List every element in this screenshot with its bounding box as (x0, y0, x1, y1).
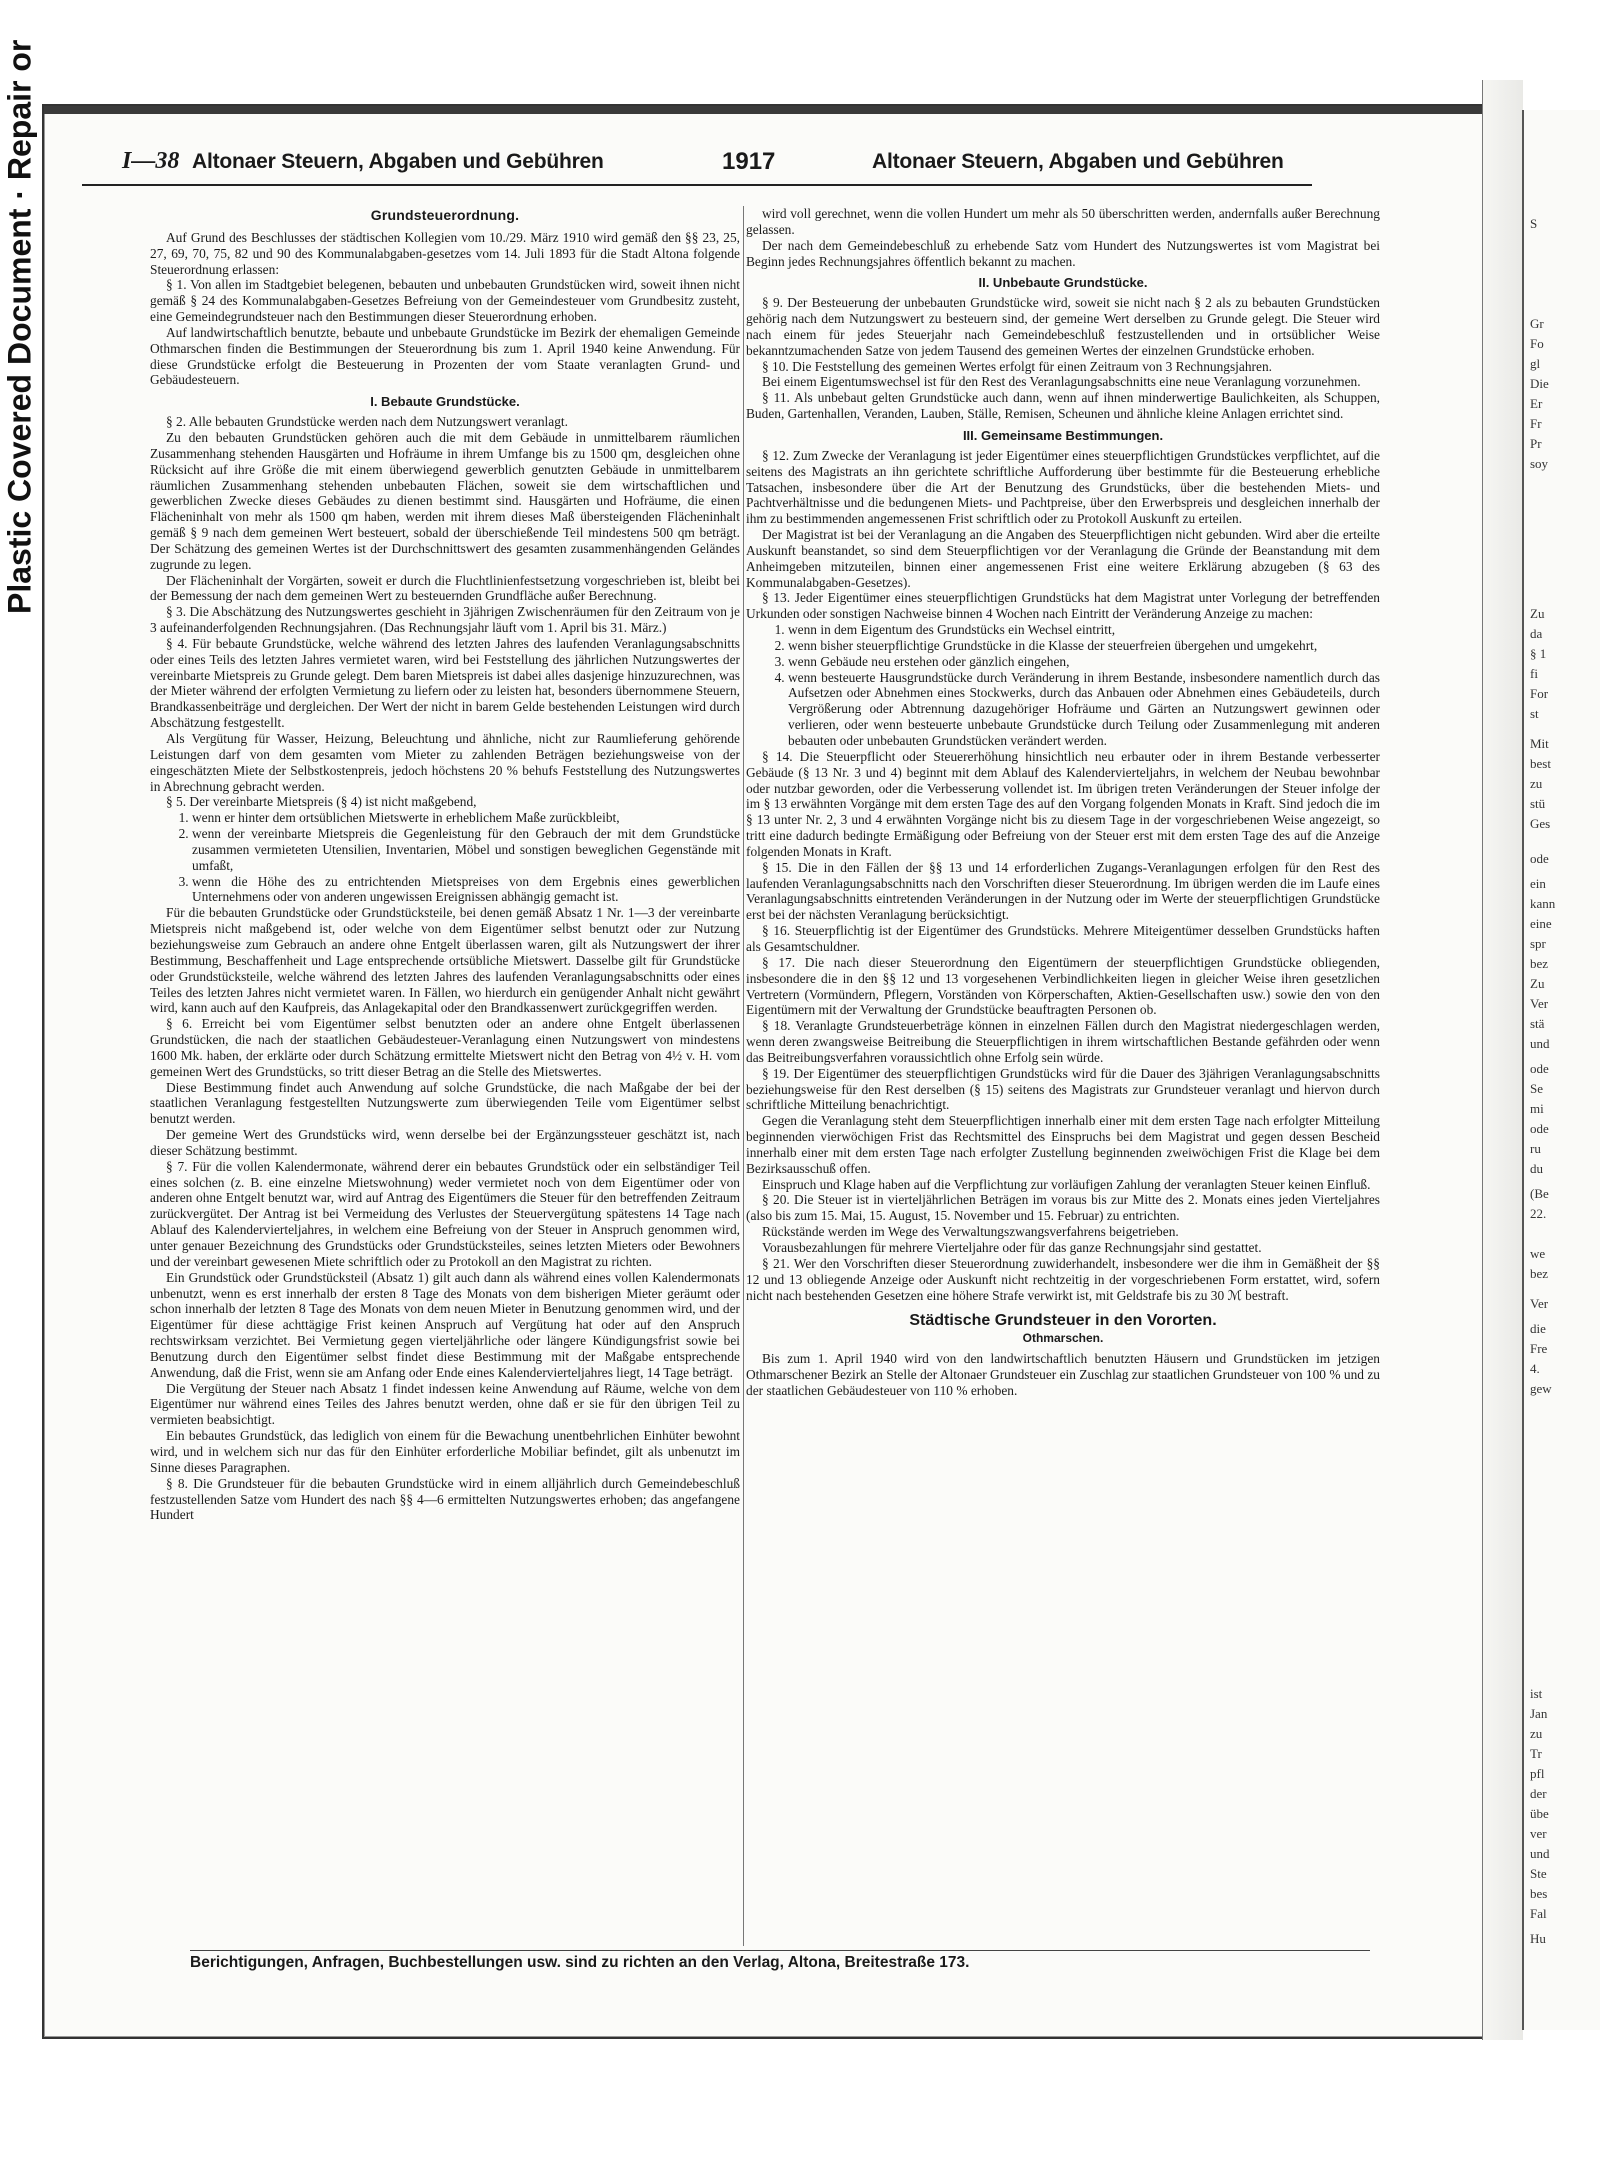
adjacent-text-fragment: S (1530, 216, 1538, 231)
adjacent-text-fragment: pfl (1530, 1766, 1545, 1781)
adjacent-text-fragment: Pr (1530, 436, 1542, 451)
paragraph: § 6. Erreicht bei vom Eigentümer selbst benutzten oder an andere ohne Entgelt überlassenen Grundstücken, die nach der staatlichen Gebäudesteuer-Veranlagung einen Nutzungswert von mindestens 1600 Mk. haben, der erklärte oder durch Schätzung ermittelte Mietswert nicht den Betrag von 4½ v. H. vom gemeinen Wert des Grundstücks, so tritt dieser Betrag an die Stelle des Mietswertes. (150, 1016, 740, 1079)
adjacent-text-fragment: zu (1530, 776, 1543, 791)
adjacent-text-fragment: gew (1530, 1381, 1552, 1396)
paragraph: § 8. Die Grundsteuer für die bebauten Grundstücke wird in einem alljährlich durch Gemeindebeschluß festzustellenden Satze vom Hundert des nach §§ 4—6 ermittelten Nutzungswertes erhoben; das angefangene Hundert (150, 1475, 740, 1523)
paragraph: Einspruch und Klage haben auf die Verpflichtung zur vorläufigen Zahlung der veranlagten Steuer keinen Einfluß. (762, 1176, 1371, 1192)
intro-paragraphs (150, 230, 740, 388)
adjacent-text-fragment: Ver (1530, 1296, 1549, 1311)
list-item: 3. wenn Gebäude neu erstehen oder gänzlich eingehen, (788, 654, 1380, 670)
adjacent-text-fragment: ode (1530, 1121, 1549, 1136)
vororte-subheading: Othmarschen. (1022, 1331, 1104, 1346)
adjacent-text-fragment: da (1530, 626, 1543, 641)
adjacent-text-fragment: Ste (1530, 1866, 1547, 1881)
paragraph: § 20. Die Steuer ist in vierteljährlichen Beträgen im voraus bis zur Mitte des 2. Monats eines jeden Vierteljahres (also bis zum 15. Mai, 15. August, 15. November und 15. Februar) zu entrichten. (746, 1192, 1380, 1224)
adjacent-text-fragment: stü (1530, 796, 1546, 811)
adjacent-text-fragment: (Be (1530, 1186, 1549, 1201)
adjacent-text-fragment: best (1530, 756, 1551, 771)
vororte-paragraph: Bis zum 1. April 1940 wird von den landwirtschaftlich benutzten Häusern und Grundstücken im jetzigen Othmarschener Bezirk an Stelle der Altonaer Grundsteuer ein Zuschlag zur staatlichen Grundsteuer von 100 % und zu der staatlichen Gebäudesteuer von 110 % erhoben. (746, 1351, 1380, 1398)
adjacent-text-fragment: Ver (1530, 996, 1549, 1011)
paragraph: § 12. Zum Zwecke der Veranlagung ist jeder Eigentümer eines steuerpflichtigen Grundstückes verpflichtet, auf die seitens des Magistrats an ihn gerichtete schriftliche Aufforderung über bestimmte für die Besteuerung erhebliche Tatsachen, insbesondere über die Art der Benutzung des Grundstücks, über die bestehenden Miets- und Pachtverhältnisse und die bedungenen Miets- und Pachtpreise, über den Erwerbspreis und desgleichen innerhalb der ihm zu bestimmenden angemessenen Frist schriftlich oder zu Protokoll Auskunft zu erteilen. (746, 447, 1380, 527)
right-column (746, 206, 1380, 1966)
adjacent-text-fragment: For (1530, 686, 1549, 701)
ordinance-title: Grundsteuerordnung. (370, 207, 520, 223)
paragraph: § 1. Von allen im Stadtgebiet belegenen, bebauten und unbebauten Grundstücken wird, soweit ihnen nicht gemäß § 24 des Kommunalabgaben-Gesetzes Befreiung von der Gemeindesteuer vom Grundbesitz zusteht, eine Gemeindegrundsteuer nach den Bestimmungen dieser Steuerordnung erhoben. (150, 277, 740, 325)
section3-paragraphs (746, 448, 1380, 622)
adjacent-text-fragment: bes (1530, 1886, 1548, 1901)
paragraph: Ein Grundstück oder Grundstücksteil (Absatz 1) gilt auch dann als während eines vollen Kalendermonats unbenutzt, wenn es erst innerhalb der ersten 8 Tage des Monats von dem bisherigen Mieter geräumt oder schon innerhalb der letzten 8 Tage des Monats von dem neuen Mieter in Benutzung genommen wird, und der Eigentümer für diese achttägige Frist keinen Anspruch auf Vergütung hat oder auf den Anspruch rechtswirksam verzichtet. Bei Vermietung gegen vierteljährliche oder längere Kündigungsfrist sowie bei Benutzung durch den Eigentümer selbst findet diese Bestimmung mit der Maßgabe entsprechende Anwendung, daß die Frist, wenn sie am Anfang oder Ende eines Kalendervierteljahres liegt, 14 Tage beträgt. (150, 1269, 740, 1380)
list-item: 1. wenn in dem Eigentum des Grundstücks ein Wechsel eintritt, (788, 622, 1380, 638)
adjacent-text-fragment: ver (1530, 1826, 1547, 1841)
paragraph: Vorausbezahlungen für mehrere Vierteljahre oder für das ganze Rechnungsjahr sind gestattet. (762, 1240, 1262, 1255)
paragraph: § 16. Steuerpflichtig ist der Eigentümer des Grundstücks. Mehrere Miteigentümer desselben Grundstücks haften als Gesamtschuldner. (746, 923, 1380, 954)
adjacent-text-fragment: 22. (1530, 1206, 1547, 1221)
adjacent-text-fragment: Zu (1530, 606, 1545, 621)
adjacent-text-fragment: Zu (1530, 976, 1545, 991)
adjacent-text-fragment: du (1530, 1161, 1543, 1176)
page-header (82, 148, 1312, 186)
paragraph: § 14. Die Steuerpflicht oder Steuererhöhung hinsichtlich neu erbauter oder in ihrem Bestande verbesserter Gebäude (§ 13 Nr. 3 und 4) beginnt mit dem Ablauf des Kalendervierteljahrs, in welchem der Neubau bewohnbar oder nutzbar geworden, oder die Verbesserung vollendet ist. Im übrigen treten Veränderungen der Steuer infolge der im § 13 erwähnten Vorgänge mit dem ersten Tage des auf den Vorgang folgenden Monats in Kraft. Sind jedoch die im § 13 unter Nr. 2, 3 und 4 erwähnten Vorgänge nicht bis zu diesem Tage in der vorgeschriebenen Weise angezeigt, so tritt eine dadurch bedingte Ermäßigung oder Befreiung von der Steuer erst mit dem ersten Tage des auf die Anzeige folgenden Monats in Kraft. (746, 748, 1380, 859)
section1-continued (150, 905, 740, 1523)
right-intro (746, 206, 1380, 269)
list-item: 4. wenn besteuerte Hausgrundstücke durch Veränderung in ihrem Bestande, insbesondere namentlich durch das Aufsetzen oder Abnehmen eines Stockwerks, durch das Anbauen oder Abnehmen eines Gebäudeteils, durch Vergrößerung oder Abtrennung dazugehöriger Hofräume und Gärten an Nutzungswert gewinnen oder verlieren, oder wenn besteuerte unbebaute Grundstücke durch Teilung oder Zusammenlegung mit anderen bebauten oder unbebauten Grundstücken verändert werden. (788, 670, 1380, 749)
section-heading-2: II. Unbebaute Grundstücke. (978, 275, 1148, 291)
side-label: Plastic Covered Document · Repair or (1, 40, 38, 615)
adjacent-text-fragment: Fal (1530, 1906, 1547, 1921)
section1-paragraphs (150, 414, 740, 810)
left-column (150, 206, 740, 1966)
adjacent-text-fragment: st (1530, 706, 1539, 721)
adjacent-text-fragment: Fr (1530, 416, 1542, 431)
paragraph: § 17. Die nach dieser Steuerordnung den Eigentümern der steuerpflichtigen Grundstücke obliegenden, insbesondere die in den §§ 12 und 13 vorgesehenen Verbindlichkeiten liegen in gleicher Weise ihren gesetzlichen Vertretern (Vormündern, Pflegern, Vorständen von Körperschaften, Aktien-Gesellschaften usw.) sowie den von den Eigentümern mit der Verwaltung der Grundstücke beauftragten Personen ob. (746, 954, 1380, 1018)
paragraph: § 21. Wer den Vorschriften dieser Steuerordnung zuwiderhandelt, insbesondere wer die ihm in Gemäßheit der §§ 12 und 13 obliegende Anzeige oder Auskunft nicht rechtzeitig in der vorgeschriebenen Form erstattet, wird, sofern nicht nach bestehenden Gesetzen eine höhere Strafe verwirkt ist, mit Geldstrafe bis zu 30 ℳ bestraft. (746, 1255, 1380, 1303)
paragraph: § 7. Für die vollen Kalendermonate, während derer ein bebautes Grundstück oder ein selbständiger Teil eines solchen (z. B. eine einzelne Mietswohnung) weder vermietet noch von dem Eigentümer oder von anderen ohne Entgelt benutzt war, wird auf Antrag des Eigentümers die Steuer für den betreffenden Zeitraum zurückvergütet. Der Antrag ist bei Vermeidung des Verlustes der Steuervergütung spätestens 14 Tage nach Ablauf des Kalendervierteljahres, in welchem eine Befreiung von der Steuer in Anspruch genommen wird, unter genauer Bezeichnung des Grundstücks oder Grundstücksteiles, seines letzten Mieters oder Bewohners und der vereinbart gewesenen Miete schriftlich oder zu Protokoll an den Magistrat zu richten. (150, 1158, 740, 1269)
list-item: 2. wenn bisher steuerpflichtige Grundstücke in die Klasse der steuerfreien übergehen und umgekehrt, (788, 638, 1380, 654)
paragraph: § 19. Der Eigentümer des steuerpflichtigen Grundstücks wird für die Dauer des 3jährigen Veranlagungsabschnitts beziehungsweise für den Rest derselben (§ 15) seitens des Magistrats zur Grundsteuer veranlagt und hiervon durch schriftliche Mitteilung benachrichtigt. (746, 1065, 1380, 1113)
adjacent-text-fragment: fi (1530, 666, 1538, 681)
page-number: I—38 (122, 148, 180, 174)
paragraph: Zu den bebauten Grundstücken gehören auch die mit dem Gebäude in unmittelbarem räumlichen Zusammenhang stehenden Hausgärten und Hofräume in ihrem Umfange bis zu 1500 qm, desgleichen ohne Rücksicht auf ihre Größe die mit einem überwiegend gewerblich genutzten Gebäude in unmittelbarem räumlichen Zusammenhang stehenden unbebauten Flächen, soweit sie dem wirtschaftlichen und gewerblichen Zwecke dieses Gebäudes zu dienen bestimmt sind. Hausgärten und Hofräume, die einen Flächeninhalt von mehr als 1500 qm haben, werden mit ihrem dieses Maß übersteigenden Flächeninhalt gemäß § 9 nach dem gemeinen Wert besteuert, sobald der überschießende Teil mindestens 500 qm beträgt. Der Schätzung des gemeinen Wertes ist der Durchschnittswert des gesamten zusammenhängenden Geländes zugrunde zu legen. (150, 429, 740, 572)
section3-list (746, 622, 1380, 749)
adjacent-text-fragment: we (1530, 1246, 1546, 1261)
paragraph: Auf landwirtschaftlich benutzte, bebaute und unbebaute Grundstücke im Bezirk der ehemaligen Gemeinde Othmarschen finden die Bestimmungen der Steuerordnung bis zum 1. April 1940 keine Anwendung. Für diese Grundstücke erfolgt die Besteuerung in Prozenten der vom Staate veranlagten Grund- und Gebäudesteuern. (150, 324, 740, 388)
paragraph: § 9. Der Besteuerung der unbebauten Grundstücke wird, soweit sie nicht nach § 2 als zu bebauten Grundstücken gehörig nach dem Nutzungswert zu besteuern sind, der gemeine Wert derselben zu Grunde gelegt. Die Steuer wird nach einem für jedes Steuerjahr nach Gemeindebeschluß festzustellenden und in ortsüblicher Weise bekanntzumachenden Satze von jedem Tausend des gemeinen Wertes der einzelnen Grundstücke erhoben. (746, 295, 1380, 358)
adjacent-text-fragment: bez (1530, 956, 1549, 971)
column-divider (743, 206, 744, 1946)
adjacent-text-fragment: die (1530, 1321, 1546, 1336)
adjacent-text-fragment: ru (1530, 1141, 1541, 1156)
paragraph: Bei einem Eigentumswechsel ist für den Rest des Veranlagungsabschnitts eine neue Veranlagung vorzunehmen. (762, 374, 1361, 390)
adjacent-text-fragment: Gr (1530, 316, 1544, 331)
adjacent-text-fragment: 4. (1530, 1361, 1540, 1376)
adjacent-text-fragment: Hu (1530, 1931, 1546, 1946)
adjacent-text-fragment: eine (1530, 916, 1552, 931)
paragraph: wird voll gerechnet, wenn die vollen Hundert um mehr als 50 überschritten werden, andernfalls außer Berechnung gelassen. (746, 206, 1380, 237)
adjacent-text-fragment: Tr (1530, 1746, 1542, 1761)
section-heading-3: III. Gemeinsame Bestimmungen. (962, 427, 1164, 443)
adjacent-text-fragment: Die (1530, 376, 1549, 391)
adjacent-text-fragment: ist (1530, 1686, 1543, 1701)
section3-continued (746, 749, 1380, 1304)
running-title-left: Altonaer Steuern, Abgaben und Gebühren (192, 150, 604, 173)
paragraph: Gegen die Veranlagung steht dem Steuerpflichtigen innerhalb einer mit dem ersten Tage nach erfolgter Mitteilung beginnenden vierwöchigen Frist das Rechtsmittel des Einspruchs bei dem Magistrat und gegen dessen Bescheid innerhalb einer mit dem ersten Tage nach erfolgter Zustellung beginnenden zweiwöchigen Frist die Klage bei dem Bezirksausschuß offen. (746, 1113, 1380, 1176)
adjacent-text-fragment: ode (1530, 1061, 1549, 1076)
paragraph: Die Vergütung der Steuer nach Absatz 1 findet indessen keine Anwendung auf Räume, welche von dem Eigentümer nur während eines Teiles des Jahres benutzt werden, ohne daß er sie für den übrigen Teil zu vermieten beabsichtigt. (150, 1380, 740, 1428)
section-heading-1: I. Bebaute Grundstücke. (370, 394, 520, 410)
paragraph: Der gemeine Wert des Grundstücks wird, wenn derselbe bei der Ergänzungssteuer geschätzt ist, nach dieser Schätzung bestimmt. (150, 1127, 740, 1158)
adjacent-text-fragment: Se (1530, 1081, 1543, 1096)
adjacent-text-fragment: Ges (1530, 816, 1551, 831)
paragraph: § 18. Veranlagte Grundsteuerbeträge können in einzelnen Fällen durch den Magistrat niedergeschlagen werden, wenn deren zwangsweise Beitreibung die Steuerpflichtigen in ihrem wirtschaftlichen Bestande gefährden oder wenn das Beitreibungsverfahren voraussichtlich ohne Erfolg sein würde. (746, 1018, 1380, 1065)
adjacent-text-fragment: der (1530, 1786, 1547, 1801)
paragraph: Der Magistrat ist bei der Veranlagung an die Angaben des Steuerpflichtigen nicht gebunden. Wird aber die erteilte Auskunft beanstandet, so sind dem Steuerpflichtigen vor der Veranlagung die Gründe der Beanstandung mit dem Anheimgeben mitzuteilen, binnen einer angemessenen Frist eine weitere Erklärung abzugeben (§ 63 des Kommunalabgaben-Gesetzes). (746, 527, 1380, 590)
paragraph: Der nach dem Gemeindebeschluß zu erhebende Satz vom Hundert des Nutzungswertes ist vom Magistrat bei Beginn jedes Rechnungsjahres öffentlich bekannt zu machen. (746, 237, 1380, 269)
adjacent-text-fragment: Mit (1530, 736, 1549, 751)
adjacent-text-fragment: bez (1530, 1266, 1549, 1281)
adjacent-text-fragment: und (1530, 1036, 1550, 1051)
paragraph: § 10. Die Feststellung des gemeinen Wertes erfolgt für einen Zeitraum von 3 Rechnungsjahren. (762, 358, 1272, 374)
adjacent-text-fragment: soy (1530, 456, 1549, 471)
paragraph: Auf Grund des Beschlusses der städtischen Kollegien vom 10./29. März 1910 wird gemäß den §§ 23, 25, 27, 69, 70, 75, 82 und 90 des Kommunalabgaben-gesetzes vom 14. Juli 1893 für die Stadt Altona folgende Steuerordnung erlassen: (150, 229, 740, 277)
list-item: 1. wenn er hinter dem ortsüblichen Mietswerte in erheblichem Maße zurückbleibt, (192, 810, 740, 826)
adjacent-text-fragment: kann (1530, 896, 1556, 911)
paragraph: Ein bebautes Grundstück, das lediglich von einem für die Bewachung unentbehrlichen Einhüter bewohnt wird, und in welchem sich nur das für den Einhüter erforderliche Mobiliar befindet, gilt als unbenutzt im Sinne dieses Paragraphen. (150, 1428, 740, 1475)
adjacent-text-fragment: Fo (1530, 336, 1544, 351)
adjacent-text-fragment: Jan (1530, 1706, 1548, 1721)
page-gutter (1482, 80, 1523, 2040)
section2-paragraphs (746, 295, 1380, 422)
adjacent-text-fragment: gl (1530, 356, 1541, 371)
adjacent-text-fragment: Er (1530, 396, 1543, 411)
paragraph: § 2. Alle bebauten Grundstücke werden nach dem Nutzungswert veranlagt. (166, 414, 568, 430)
list-item: 3. wenn die Höhe des zu entrichtenden Mietspreises von dem Ergebnis eines gewerblichen Unternehmens oder von anderen ungewissen Ereignissen abhängig gemacht ist. (192, 874, 740, 906)
adjacent-page (1522, 110, 1600, 2030)
adjacent-text-fragment: ein (1530, 876, 1546, 891)
adjacent-text-fragment: ode (1530, 851, 1549, 866)
paragraph: § 13. Jeder Eigentümer eines steuerpflichtigen Grundstücks hat dem Magistrat unter Vorlegung der betreffenden Urkunden oder sonstigen Nachweise binnen 4 Wochen nach Eintritt der Veränderung Anzeige zu machen: (746, 590, 1380, 622)
paragraph: § 15. Die in den Fällen der §§ 13 und 14 erforderlichen Zugangs-Veranlagungen erfolgen für den Rest des laufenden Veranlagungsabschnitts nach den Vorschriften dieser Steuerordnung. Im übrigen werden die im Laufe eines Veranlagungsabschnitts eintretenden Veränderungen in der Nutzung oder im Werte der steuerpflichtigen Grundstücke erst bei der nächsten Veranlagung berücksichtigt. (746, 859, 1380, 923)
adjacent-text-fragment: § 1 (1530, 646, 1547, 661)
adjacent-text-fragment: und (1530, 1846, 1550, 1861)
paragraph: § 4. Für bebaute Grundstücke, welche während des letzten Jahres des laufenden Veranlagungsabschnitts oder eines Teils des letzten Jahres vermietet waren, wird bei Feststellung des jährlichen Nutzungswertes der vereinbarte Mietspreis zu Grunde gelegt. Dem baren Mietspreis ist dabei alles dasjenige hinzuzurechnen, was der Mieter während der erfolgten Vermietung zu liefern oder zu leisten hat, besonders übernommene Steuern, Brandkassenbeiträge und dergleichen. Der Wert der nicht in barem Gelde bestehenden Leistungen wird durch Abschätzung festgestellt. (150, 635, 740, 731)
vororte-heading: Städtische Grundsteuer in den Vororten. (909, 1312, 1217, 1330)
paragraph: § 11. Als unbebaut gelten Grundstücke auch dann, wenn auf ihnen minderwertige Baulichkeiten, als Schuppen, Buden, Gartenhallen, Veranden, Lauben, Ställe, Remisen, Scheunen und ähnliche kleine Anlagen errichtet sind. (746, 390, 1380, 422)
adjacent-text-fragment: stä (1530, 1016, 1545, 1031)
adjacent-text-fragment: spr (1530, 936, 1546, 951)
paragraph: Der Flächeninhalt der Vorgärten, soweit er durch die Fluchtlinienfestsetzung vorgeschrieben ist, bleibt bei der Bemessung der nach dem gemeinen Wert zu besteuernden Grundfläche außer Berechnung. (150, 572, 740, 604)
paragraph: Für die bebauten Grundstücke oder Grundstücksteile, bei denen gemäß Absatz 1 Nr. 1—3 der vereinbarte Mietspreis nicht maßgebend ist, oder welche von dem Eigentümer selbst benutzt oder zur Nutzung beziehungsweise zum Gebrauch an andere ohne Entgelt überlassen waren, gilt als Nutzungswert der ihrer Bestimmung, Beschaffenheit und Lage entsprechende ortsübliche Mietswert. Dasselbe gilt für Grundstücke oder Grundstücksteile, welche während des letzten Jahres des laufenden Veranlagungsabschnitts oder eines Teiles des letzten Jahres nicht vermietet waren. In Fällen, wo hierdurch ein genügender Anhalt nicht gewährt wird, kann auch auf den Kaufpreis, das Anlagekapital oder den Brandkassenwert zurückgegriffen werden. (150, 905, 740, 1016)
year: 1917 (722, 148, 776, 175)
adjacent-text-fragment: mi (1530, 1101, 1544, 1116)
running-title-right: Altonaer Steuern, Abgaben und Gebühren (872, 150, 1284, 173)
adjacent-text-fragment: übe (1530, 1806, 1549, 1821)
section1-list (150, 810, 740, 905)
paragraph: § 3. Die Abschätzung des Nutzungswertes geschieht in 3jährigen Zwischenräumen für den Zeitraum von je 3 aufeinanderfolgenden Rechnungsjahren. (Das Rechnungsjahr läuft vom 1. April bis 31. März.) (150, 604, 740, 636)
publisher-footer: Berichtigungen, Anfragen, Buchbestellungen usw. sind zu richten an den Verlag, Altona, Breitestraße 173. (190, 1950, 1370, 1978)
adjacent-text-fragment: zu (1530, 1726, 1543, 1741)
list-item: 2. wenn der vereinbarte Mietspreis die Gegenleistung für den Gebrauch der mit dem Grundstücke zusammen vermieteten Utensilien, Inventarien, Möbel und sonstigen beweglichen Gegenstände mit umfaßt, (192, 826, 740, 874)
paragraph: Diese Bestimmung findet auch Anwendung auf solche Grundstücke, die nach Maßgabe der bei der staatlichen Veranlagung festgestellten Nutzungswerte zum überwiegenden Teile vom Eigentümer selbst benutzt werden. (150, 1079, 740, 1127)
paragraph: Als Vergütung für Wasser, Heizung, Beleuchtung und ähnliche, nicht zur Raumlieferung gehörende Leistungen darf von dem gesamten vom Mieter zu zahlenden Beträgen beziehungsweise von der eingeschätzten Miete der Selbstkostenpreis, jedoch höchstens 20 % behufs Feststellung des Nutzungswertes in Abrechnung gebracht werden. (150, 731, 740, 794)
adjacent-text-fragment: Fre (1530, 1341, 1548, 1356)
paragraph: Rückstände werden im Wege des Verwaltungszwangsverfahrens beigetrieben. (762, 1224, 1179, 1240)
paragraph: § 5. Der vereinbarte Mietspreis (§ 4) ist nicht maßgebend, (166, 794, 477, 810)
scan-margin (0, 0, 40, 2177)
